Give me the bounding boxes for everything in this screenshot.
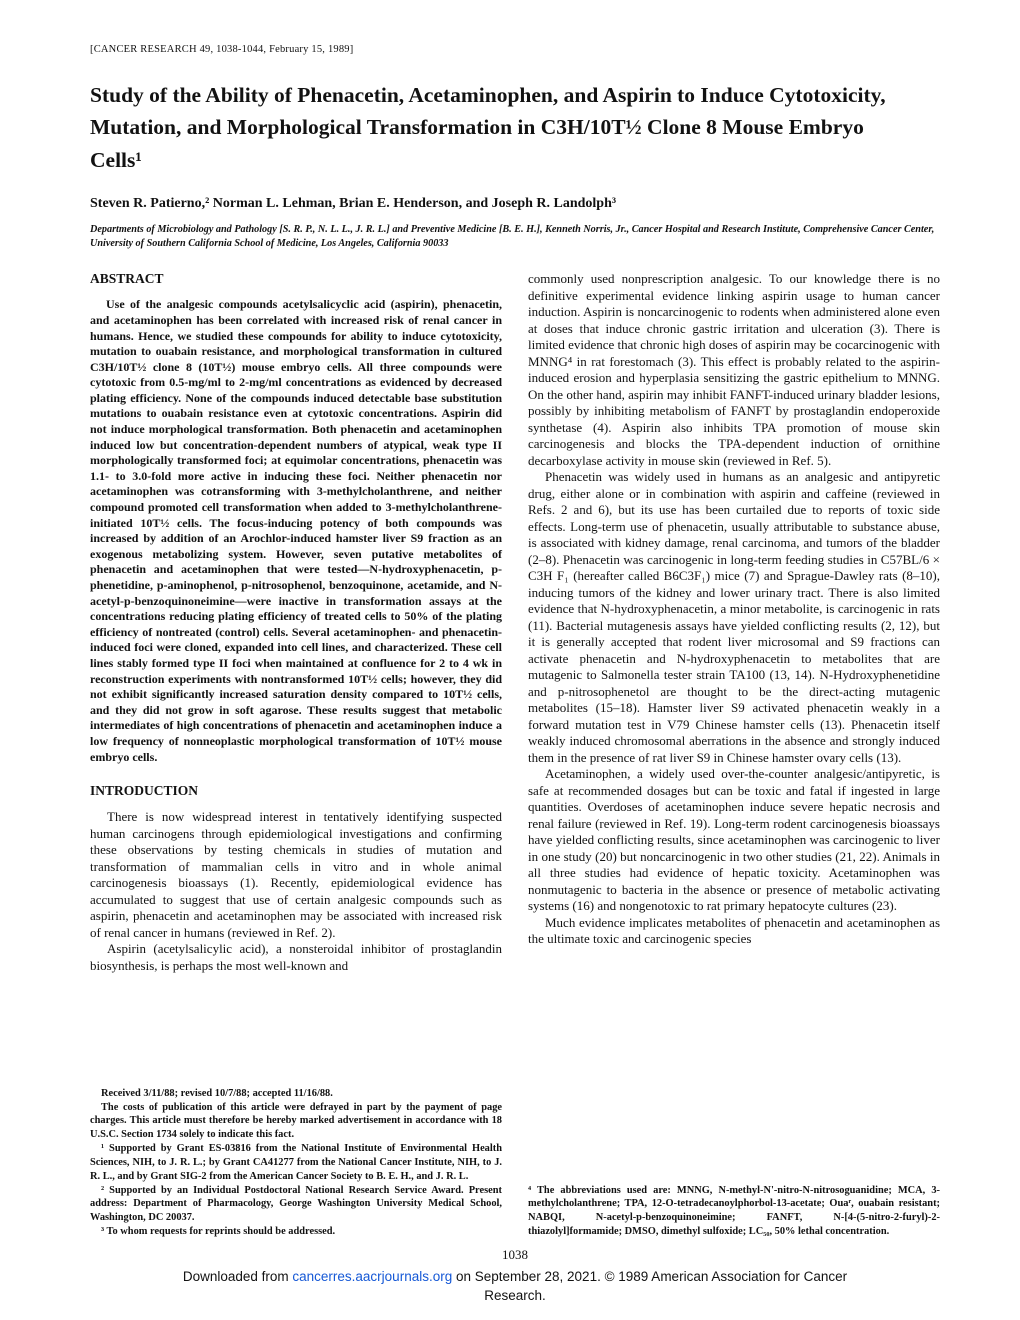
- author-list: Steven R. Patierno,² Norman L. Lehman, Brian E. Henderson, and Joseph R. Landolph³: [90, 195, 617, 211]
- author-footnotes: [90, 1065, 502, 1239]
- download-footer: [165, 1267, 865, 1306]
- footer-post-text: on September 28, 2021. © 1989 American Association for Cancer Research.: [452, 1268, 848, 1304]
- footnote-reprint-requests: ³ To whom requests for reprints should be addressed.: [101, 1226, 336, 1238]
- footnote-grant-support: ¹ Supported by Grant ES-03816 from the National Institute of Environmental Health Sciences, NIH, to J. R. L.; by Grant CA41277 from the National Cancer Institute, NIH, to J. R. L., and by Grant SIG-2 from the American Cancer Society to B. E. H., and J. R. L.: [90, 1143, 502, 1182]
- page-number: 1038: [502, 1246, 528, 1262]
- footer-pre-text: Downloaded from: [182, 1268, 293, 1284]
- left-column: [90, 271, 502, 1239]
- body-paragraph-aspirin: commonly used nonprescription analgesic. To our knowledge there is no definitive experimental evidence linking aspirin usage to human cancer induction. Aspirin is noncarcinogenic to rodents when administered alone even at doses that induce chronic gastric irritation and ulceration (3). There is limited evidence that chronic high doses of aspirin may be cocarcinogenic with MNNG⁴ in rat forestomach (3). This effect is probably related to the aspirin-induced erosion and hyperplasia sensitizing the gastric epithelium to MNNG. On the other hand, aspirin may inhibit FANFT-induced urinary bladder lesions, possibly by inhibiting metabolism of FANFT by prostaglandin endoperoxide synthetase (4). Aspirin also inhibits TPA promotion of mouse skin carcinogenesis and blocks the TPA-dependent induction of ornithine decarboxylase activity in mouse skin (reviewed in Ref. 5).: [528, 271, 940, 468]
- body-paragraph-acetaminophen: Acetaminophen, a widely used over-the-counter analgesic/antipyretic, is safe at recommended dosages but can be toxic and fatal if ingested in large quantities. Overdoses of acetaminophen induce severe hepatic necrosis and renal failure (reviewed in Ref. 19). Long-term rodent carcinogenesis bioassays have yielded conflicting results, since acetaminophen was carcinogenic to liver in one study (20) but noncarcinogenic in two other studies (21, 22). Animals in all three studies had evidence of hepatic toxicity. Acetaminophen was nonmutagenic to bacteria in the absence or presence of metabolic activating systems (16) and nongenotoxic to rat primary hepatocyte cultures (23).: [528, 766, 940, 914]
- abstract-heading: ABSTRACT: [90, 271, 164, 287]
- abstract-text: Use of the analgesic compounds acetylsalicyclic acid (aspirin), phenacetin, and acetaminophen has been correlated with increased risk of renal cancer in humans. Hence, we studied these compounds for ability to induce cytotoxicity, mutation to ouabain resistance, and morphological transformation in cultured C3H/10T½ clone 8 (10T½) mouse embryo cells. All three compounds were cytotoxic from 0.5-mg/ml to 2-mg/ml concentrations as evidenced by decreased plating efficiency. None of the compounds induced detectable base substitution mutations to ouabain resistance even at cytotoxic concentrations. Aspirin did not induce morphological transformation. Both phenacetin and acetaminophen induced low but concentration-dependent numbers of atypical, weak type II morphologically transformed foci; at equimolar concentrations, phenacetin was 1.1- to 3.0-fold more active in inducing these foci. Neither phenacetin nor acetaminophen was cotransforming with 3-methylcholanthrene, and neither compound promoted cell transformation when added to 3-methylcholanthrene-initiated 10T½ cells. The focus-inducing potency of both compounds was increased by addition of an Arochlor-induced hamster liver S9 fraction as an exogenous metabolizing system. However, seven putative metabolites of phenacetin and acetaminophen that were tested—N-hydroxyphenacetin, p-phenetidine, p-aminophenol, p-nitrosophenol, benzoquinone, acetamide, and N-acetyl-p-benzoquinoneimine—were inactive in transformation assays at the concentrations reducing plating efficiency of treated cells to 50% of the plating efficiency of nontreated (control) cells. Several acetaminophen- and phenacetin-induced foci were cloned, expanded into cell lines, and characterized. These cell lines stably formed type II foci when maintained at confluence for 2 to 4 wk in reconstruction experiments with nontransformed 10T½ cells; however, they did not exhibit significantly increased saturation density compared to 10T½ cells, and they did not grow in soft agarose. These results suggest that metabolic intermediates of high concentrations of phenacetin and acetaminophen induce a low frequency of nonneoplastic morphological transformation of 10T½ mouse embryo cells.: [90, 297, 502, 764]
- two-column-body: [90, 271, 940, 1239]
- footnote-received: Received 3/11/88; revised 10/7/88; accepted 11/16/88.: [101, 1087, 333, 1099]
- footnote-abbreviations: ⁴ The abbreviations used are: MNNG, N-methyl-N'-nitro-N-nitrosoguanidine; MCA, 3-methylcholanthrene; TPA, 12-O-tetradecanoylphorbol-13-acetate; Ouaʳ, ouabain resistant; NABQI, N-acetyl-p-benzoquinoneimine; FANFT, N-[4-(5-nitro-2-furyl)-2-thiazolyl]formamide; DMSO, dimethyl sulfoxide; LC₅₀, 50% lethal concentration.: [528, 1184, 940, 1238]
- article-title: Study of the Ability of Phenacetin, Acetaminophen, and Aspirin to Induce Cytotoxicity, Mutation, and Morphological Transformation in C3H/10T½ Clone 8 Mouse Embryo Cells¹: [90, 83, 886, 172]
- body-paragraph-metabolites: Much evidence implicates metabolites of phenacetin and acetaminophen as the ultimate toxic and carcinogenic species: [528, 914, 940, 947]
- introduction-paragraph-1: There is now widespread interest in tentatively identifying suspected human carcinogens through epidemiological investigations and confirming these observations by testing chemicals in studies of mutation and transformation of mammalian cells in vitro and in whole animal carcinogenesis bioassays (1). Recently, epidemiological evidence has accumulated to suggest that use of certain analgesic compounds such as aspirin, phenacetin and acetaminophen may be associated with increased risk of renal cancer in humans (reviewed in Ref. 2).: [90, 809, 502, 940]
- right-column: [528, 271, 940, 1239]
- affiliation: Departments of Microbiology and Pathology [S. R. P., N. L. L., J. R. L.] and Preventive Medicine [B. E. H.], Kenneth Norris, Jr., Cancer Hospital and Research Institute, Comprehensive Cancer Center, University of Southern California School of Medicine, Los Angeles, California 90033: [90, 223, 935, 250]
- introduction-heading: INTRODUCTION: [90, 783, 199, 799]
- introduction-paragraph-2: Aspirin (acetylsalicylic acid), a nonsteroidal inhibitor of prostaglandin biosynthesis, is perhaps the most well-known and: [90, 941, 502, 973]
- footnote-publication-costs: The costs of publication of this article were defrayed in part by the payment of page charges. This article must therefore be hereby marked advertisement in accordance with 18 U.S.C. Section 1734 solely to indicate this fact.: [90, 1101, 502, 1141]
- footnote-present-address: ² Supported by an Individual Postdoctoral National Research Service Award. Present address: Department of Pharmacology, George Washington University Medical School, Washington, DC 20037.: [90, 1184, 502, 1224]
- body-paragraph-phenacetin: Phenacetin was widely used in humans as an analgesic and antipyretic drug, either alone or in combination with aspirin and caffeine (reviewed in Refs. 2 and 6), but its use has been curtailed due to reports of toxic side effects. Long-term use of phenacetin, usually attributable to substance abuse, is associated with kidney damage, renal carcinoma, and tumors of the bladder (2–8). Phenacetin was carcinogenic in long-term feeding studies in C57BL/6 × C3H F₁ (hereafter called B6C3F₁) mice (7) and Sprague-Dawley rats (8–10), inducing tumors of the kidney and lower urinary tract. There is also limited evidence that N-hydroxyphenacetin, a minor metabolite, is carcinogenic in rats (11). Bacterial mutagenesis assays have yielded conflicting results (2, 12), but it is generally accepted that rodent liver microsomal and S9 fractions can activate phenacetin and N-hydroxyphenacetin to metabolites that are mutagenic to Salmonella tester strain TA100 (13, 14). N-Hydroxyphenetidine and p-nitrosophenetol are thought to be the direct-acting mutagenic metabolites (15–18). Hamster liver S9 activated phenacetin weakly in a forward mutation test in V79 Chinese hamster cells (13). Phenacetin itself weakly induced chromosomal aberrations in the absence and strongly induced them in the presence of rat liver S9 in Chinese hamster ovary cells (13).: [528, 469, 940, 765]
- journal-citation: [CANCER RESEARCH 49, 1038-1044, February 15, 1989]: [90, 44, 354, 55]
- journal-link[interactable]: cancerres.aacrjournals.org: [292, 1268, 453, 1284]
